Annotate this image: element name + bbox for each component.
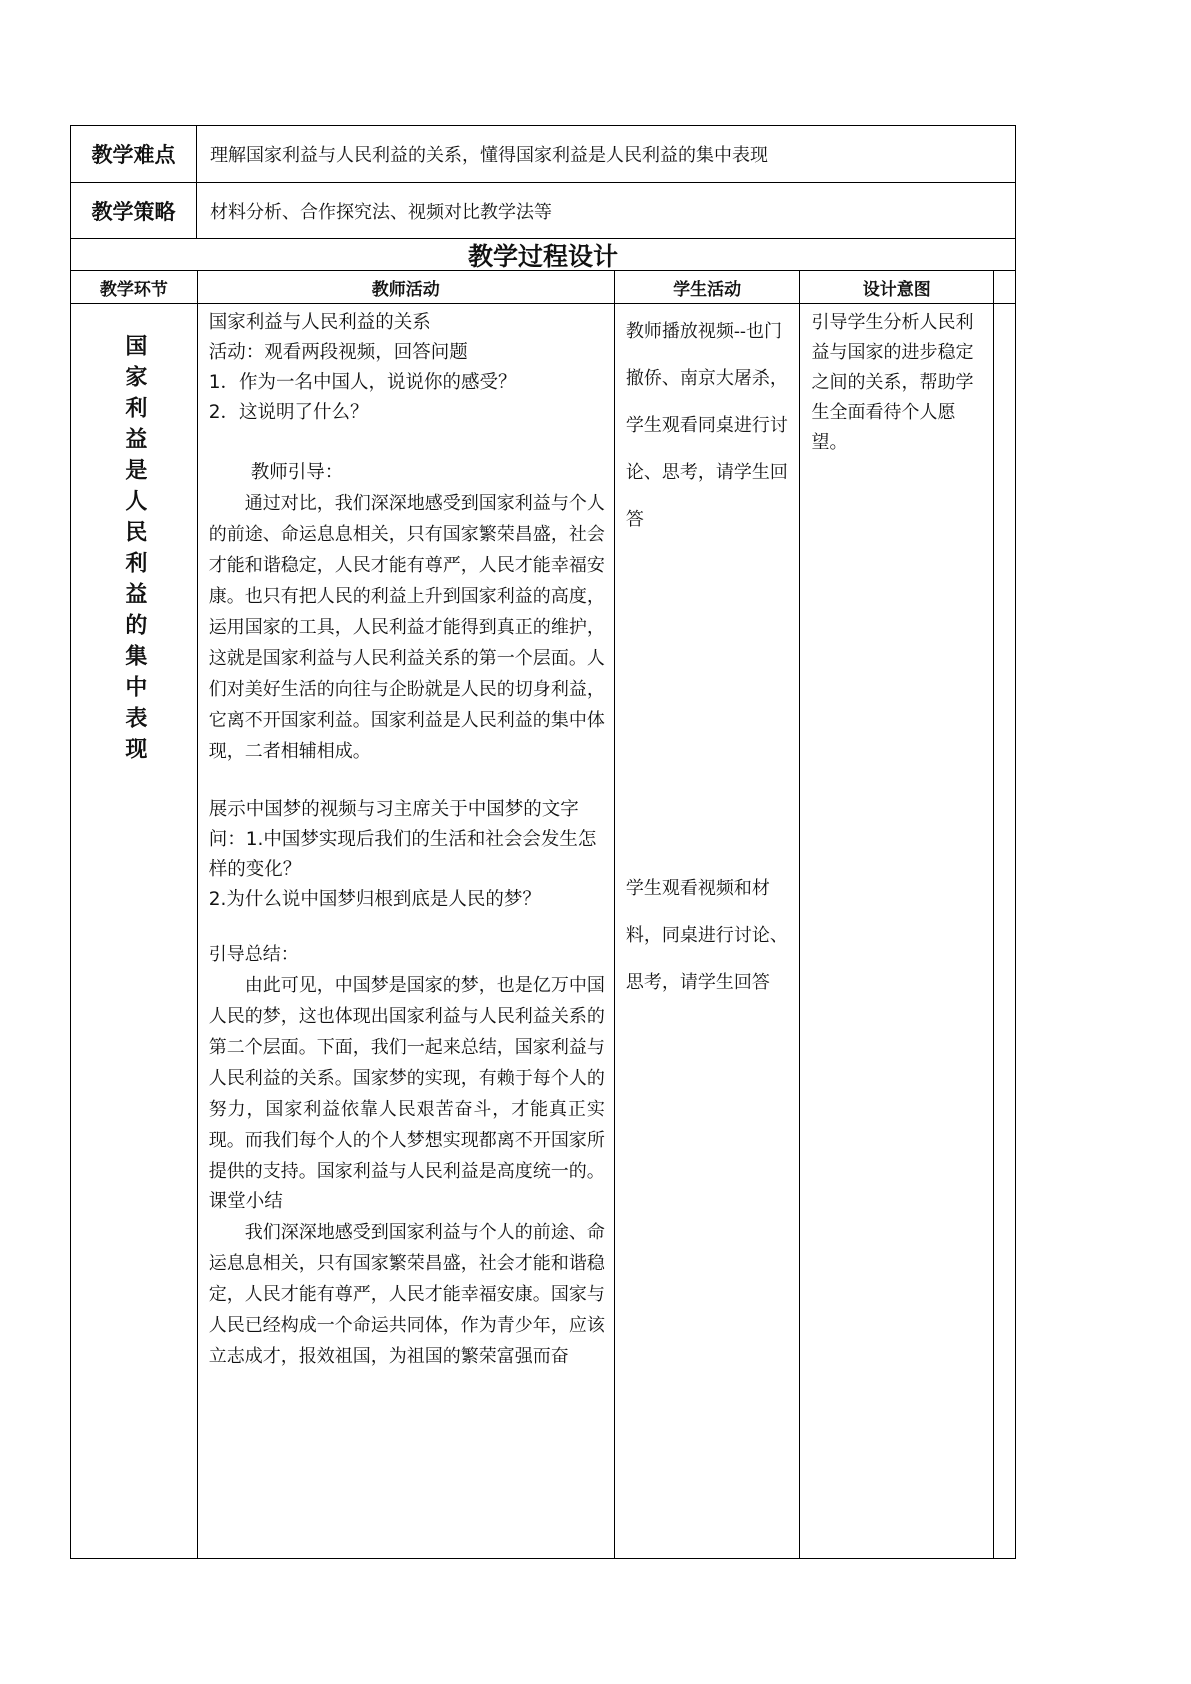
teacher-question-2: 2．这说明了什么？ — [208, 402, 369, 423]
dream-question-1: 问：1.中国梦实现后我们的生活和社会会发生怎样的变化？ — [208, 829, 597, 880]
strategy-value: 材料分析、合作探究法、视频对比教学法等 — [210, 201, 552, 223]
teacher-guide-text: 通过对比，我们深深地感受到国家利益与个人的前途、命运息息相关，只有国家繁荣昌盛，社会才能和谐稳定，人民才能有尊严，人民才能幸福安康。也只有把人民的利益上升到国家利益的高度，运用国家的工具，人民利益才能得到真正的维护，这就是国家利益与人民利益关系的第一个层面。人们对美好生活的向往与企盼就是人民的切身利益，它离不开国家利益。国家利益是人民利益的集中体现，二者相辅相成。 — [208, 493, 605, 762]
stage-cell — [71, 304, 198, 1558]
strategy-row — [71, 183, 1015, 239]
teacher-guide-label: 教师引导： — [250, 462, 344, 483]
header-intent: 设计意图 — [800, 271, 994, 303]
table-header-row — [71, 271, 1015, 304]
header-blank — [994, 271, 1015, 303]
lesson-plan-table — [70, 125, 1016, 1559]
header-teacher: 教师活动 — [198, 271, 615, 303]
header-stage: 教学环节 — [71, 271, 198, 303]
dream-intro: 展示中国梦的视频与习主席关于中国梦的文字 — [208, 799, 579, 820]
summary-text: 由此可见，中国梦是国家的梦，也是亿万中国人民的梦，这也体现出国家利益与人民利益关系的第二个层面。下面，我们一起来总结，国家利益与人民利益的关系。国家梦的实现，有赖于每个人的努力，国家利益依靠人民艰苦奋斗，才能真正实现。而我们每个人的个人梦想实现都离不开国家所提供的支持。国家利益与人民利益是高度统一的。 — [208, 975, 605, 1182]
dream-question-2: 2.为什么说中国梦归根到底是人民的梦？ — [208, 889, 541, 910]
spacer — [209, 767, 605, 795]
teacher-activity: 活动：观看两段视频，回答问题 — [208, 342, 468, 363]
stage-text: 国家利益是人民利益的集中表现 — [121, 334, 147, 768]
design-intent-cell — [800, 304, 994, 1558]
class-summary-text: 我们深深地感受到国家利益与个人的前途、命运息息相关，只有国家繁荣昌盛，社会才能和谐稳定，人民才能有尊严，人民才能幸福安康。国家与人民已经构成一个命运共同体，作为青少年，应该立志成才，报效祖国，为祖国的繁荣富强而奋 — [208, 1222, 605, 1367]
strategy-label: 教学策略 — [71, 183, 197, 238]
student-activity-2: 学生观看视频和材料，同桌进行讨论、思考，请学生回答 — [625, 878, 788, 993]
difficulty-value: 理解国家利益与人民利益的关系，懂得国家利益是人民利益的集中表现 — [210, 145, 768, 166]
teacher-question-1: 1．作为一名中国人，说说你的感受？ — [208, 372, 517, 393]
class-summary-label: 课堂小结 — [208, 1191, 283, 1212]
student-activity-cell — [615, 304, 801, 1558]
header-student: 学生活动 — [615, 271, 801, 303]
section-title: 教学过程设计 — [71, 239, 1015, 271]
teacher-heading: 国家利益与人民利益的关系 — [208, 312, 431, 333]
design-intent-text: 引导学生分析人民利益与国家的进步稳定之间的关系，帮助学生全面看待个人愿望。 — [811, 312, 974, 453]
spacer — [209, 915, 605, 939]
student-activity-1: 教师播放视频--也门撤侨、南京大屠杀，学生观看同桌进行讨论、思考，请学生回答 — [625, 321, 788, 530]
table-body-row — [71, 304, 1015, 1558]
teacher-activity-cell — [198, 304, 615, 1558]
difficulty-row — [71, 126, 1015, 183]
blank-column-cell — [994, 304, 1015, 1558]
summary-label: 引导总结： — [208, 944, 299, 965]
difficulty-label: 教学难点 — [71, 126, 197, 182]
spacer — [209, 428, 605, 458]
